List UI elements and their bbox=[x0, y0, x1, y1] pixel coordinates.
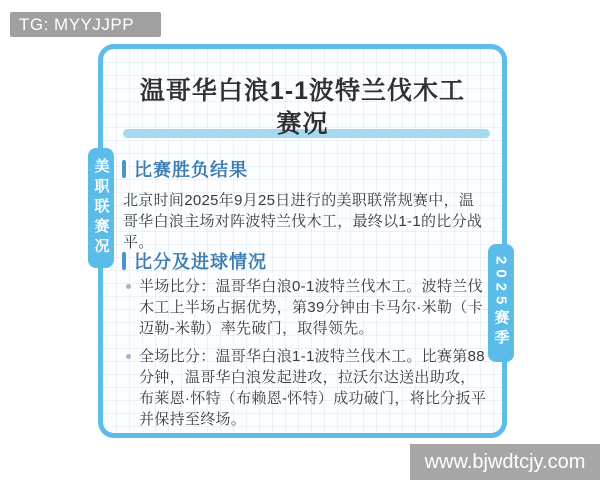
match-report-card bbox=[98, 44, 507, 438]
section-heading-result-label: 比赛胜负结果 bbox=[134, 160, 248, 180]
website-watermark-badge: www.bjwdtcjy.com bbox=[410, 444, 600, 480]
list-item-halftime-score bbox=[126, 276, 490, 339]
telegram-watermark-badge: TG: MYYJJPP bbox=[10, 12, 161, 37]
heading-bar-icon bbox=[122, 252, 126, 270]
section-heading-result bbox=[122, 156, 248, 182]
fulltime-score-text: 全场比分：温哥华白浪1-1波特兰伐木工。比赛第88分钟，温哥华白浪发起进攻，拉沃尔达送出助攻，布莱恩·怀特（布赖恩-怀特）成功破门，将比分扳平并保持至终场。 bbox=[139, 348, 487, 428]
side-tab-league: 美职联赛况 bbox=[88, 148, 114, 268]
side-tab-season: 2025赛季 bbox=[488, 244, 514, 362]
page-title-line2: 赛况 bbox=[276, 110, 329, 138]
heading-bar-icon bbox=[122, 160, 126, 178]
section-heading-score-label: 比分及进球情况 bbox=[134, 252, 267, 272]
section-heading-score bbox=[122, 248, 267, 274]
page-title-line1: 温哥华白浪1-1波特兰伐木工 bbox=[139, 77, 466, 105]
bullet-dot-icon bbox=[126, 284, 131, 289]
result-paragraph: 北京时间2025年9月25日进行的美职联常规赛中，温哥华白浪主场对阵波特兰伐木工，最终以1-1的比分战平。 bbox=[123, 192, 483, 251]
page-title bbox=[103, 75, 502, 141]
card-content bbox=[103, 49, 502, 433]
list-item-fulltime-score bbox=[126, 346, 490, 430]
bullet-dot-icon bbox=[126, 354, 131, 359]
halftime-score-text: 半场比分：温哥华白浪0-1波特兰伐木工。波特兰伐木工上半场占据优势，第39分钟由卡马尔·米勒（卡迈勒-米勒）率先破门，取得领先。 bbox=[139, 278, 483, 337]
